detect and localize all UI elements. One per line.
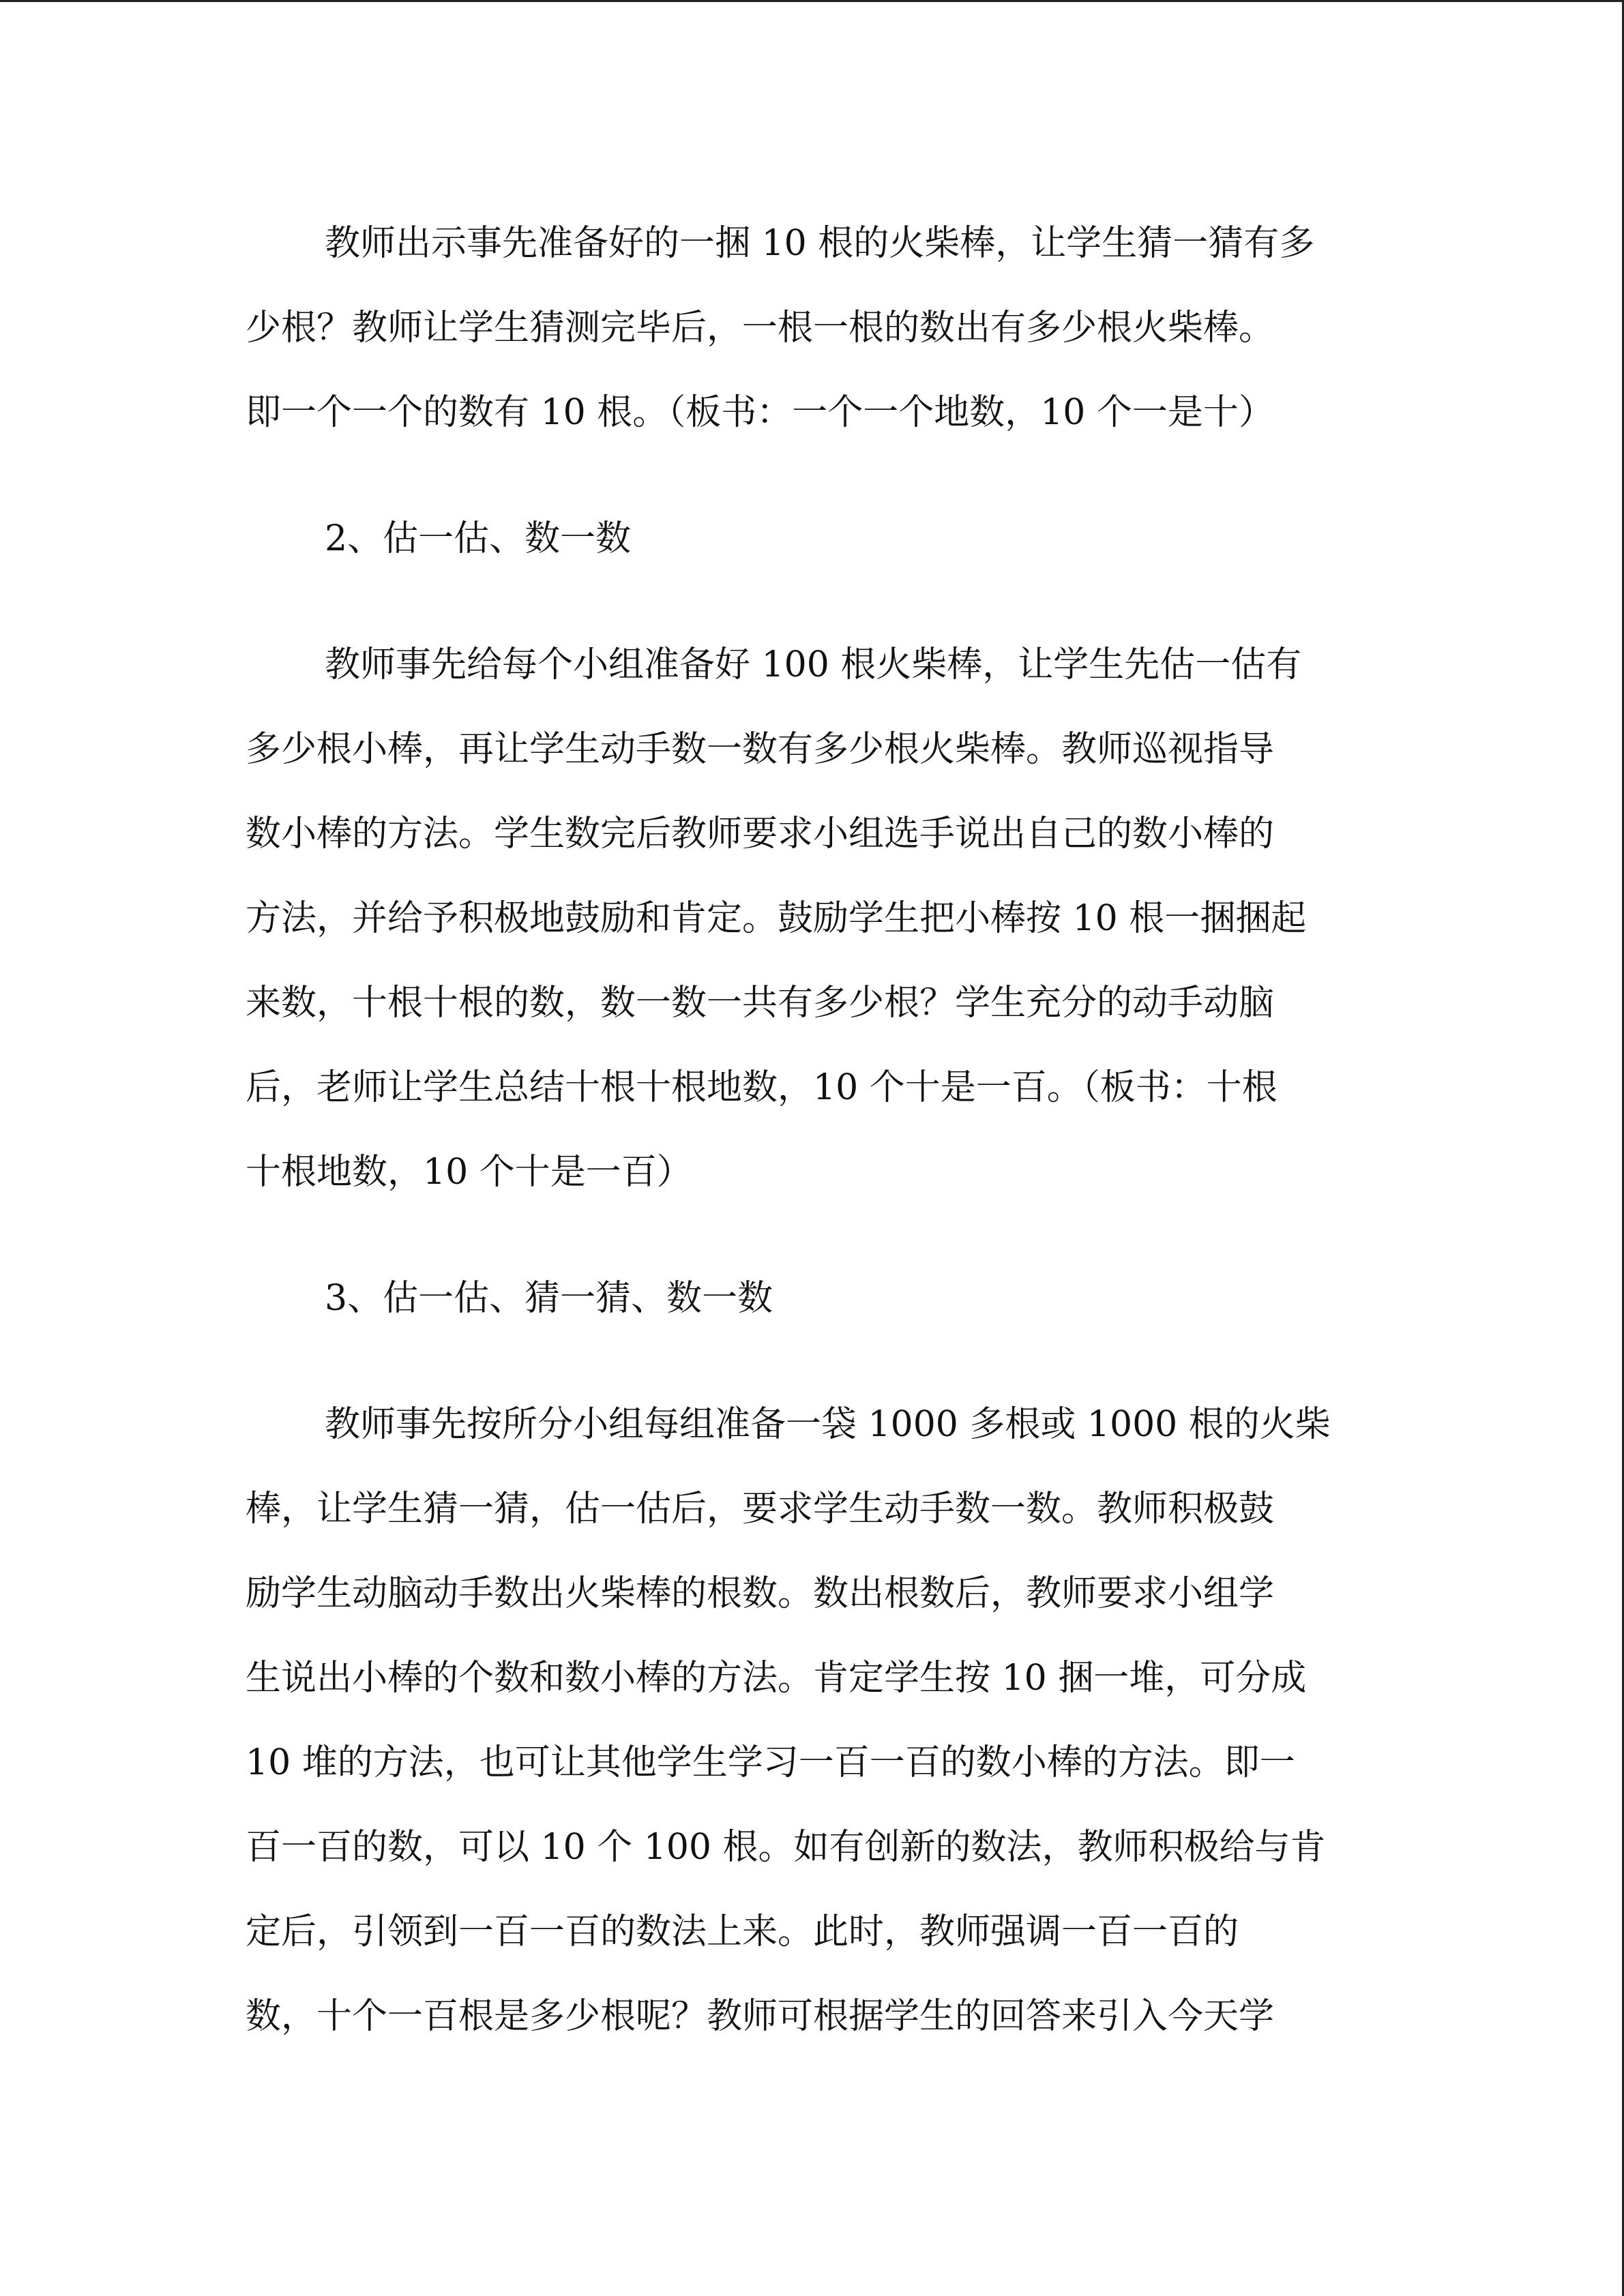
paragraph-line: 多少根小棒，再让学生动手数一数有多少根火柴棒。教师巡视指导 bbox=[246, 729, 1275, 770]
paragraph-line: 10 堆的方法，也可让其他学生学习一百一百的数小棒的方法。即一 bbox=[246, 1742, 1295, 1783]
paragraph-line: 少根？教师让学生猜测完毕后，一根一根的数出有多少根火柴棒。 bbox=[246, 308, 1275, 348]
paragraph-line: 数小棒的方法。学生数完后教师要求小组选手说出自己的数小棒的 bbox=[246, 814, 1275, 854]
paragraph-matchsticks-hundred bbox=[246, 623, 1378, 1214]
paragraph-spacer bbox=[246, 581, 1378, 623]
paragraph-line: 教师事先给每个小组准备好 100 根火柴棒，让学生先估一估有 bbox=[325, 644, 1302, 685]
paragraph-line: 来数，十根十根的数，数一数一共有多少根？学生充分的动手动脑 bbox=[246, 983, 1275, 1024]
paragraph-line: 十根地数，10 个十是一百） bbox=[246, 1152, 692, 1193]
paragraph-spacer bbox=[246, 455, 1378, 496]
paragraph-line: 百一百的数，可以 10 个 100 根。如有创新的数法，教师积极给与肯 bbox=[246, 1827, 1326, 1868]
paragraph-line: 定后，引领到一百一百的数法上来。此时，教师强调一百一百的 bbox=[246, 1911, 1239, 1952]
paragraph-line: 教师事先按所分小组每组准备一袋 1000 多根或 1000 根的火柴 bbox=[325, 1404, 1331, 1445]
section-heading-estimate-count: 2、估一估、数一数 bbox=[325, 518, 632, 559]
paragraph-line: 方法，并给予积极地鼓励和肯定。鼓励学生把小棒按 10 根一捆捆起 bbox=[246, 898, 1307, 939]
paragraph-spacer bbox=[246, 1341, 1378, 1382]
section-heading-estimate-guess-count: 3、估一估、猜一猜、数一数 bbox=[325, 1278, 773, 1319]
paragraph-matchsticks-ten bbox=[246, 201, 1378, 455]
paragraph-matchsticks-thousand bbox=[246, 1382, 1378, 2059]
paragraph-spacer bbox=[246, 1214, 1378, 1256]
paragraph-line: 后，老师让学生总结十根十根地数，10 个十是一百。（板书：十根 bbox=[246, 1067, 1278, 1108]
paragraph-line: 数，十个一百根是多少根呢？教师可根据学生的回答来引入今天学 bbox=[246, 1996, 1275, 2037]
paragraph-line: 棒，让学生猜一猜，估一估后，要求学生动手数一数。教师积极鼓 bbox=[246, 1489, 1275, 1530]
paragraph-line: 即一个一个的数有 10 根。（板书：一个一个地数，10 个一是十） bbox=[246, 392, 1274, 433]
paragraph-line: 励学生动脑动手数出火柴棒的根数。数出根数后，教师要求小组学 bbox=[246, 1573, 1275, 1614]
document-body bbox=[246, 201, 1378, 2059]
paragraph-line: 教师出示事先准备好的一捆 10 根的火柴棒，让学生猜一猜有多 bbox=[325, 223, 1315, 264]
paragraph-line: 生说出小棒的个数和数小棒的方法。肯定学生按 10 捆一堆，可分成 bbox=[246, 1658, 1307, 1699]
